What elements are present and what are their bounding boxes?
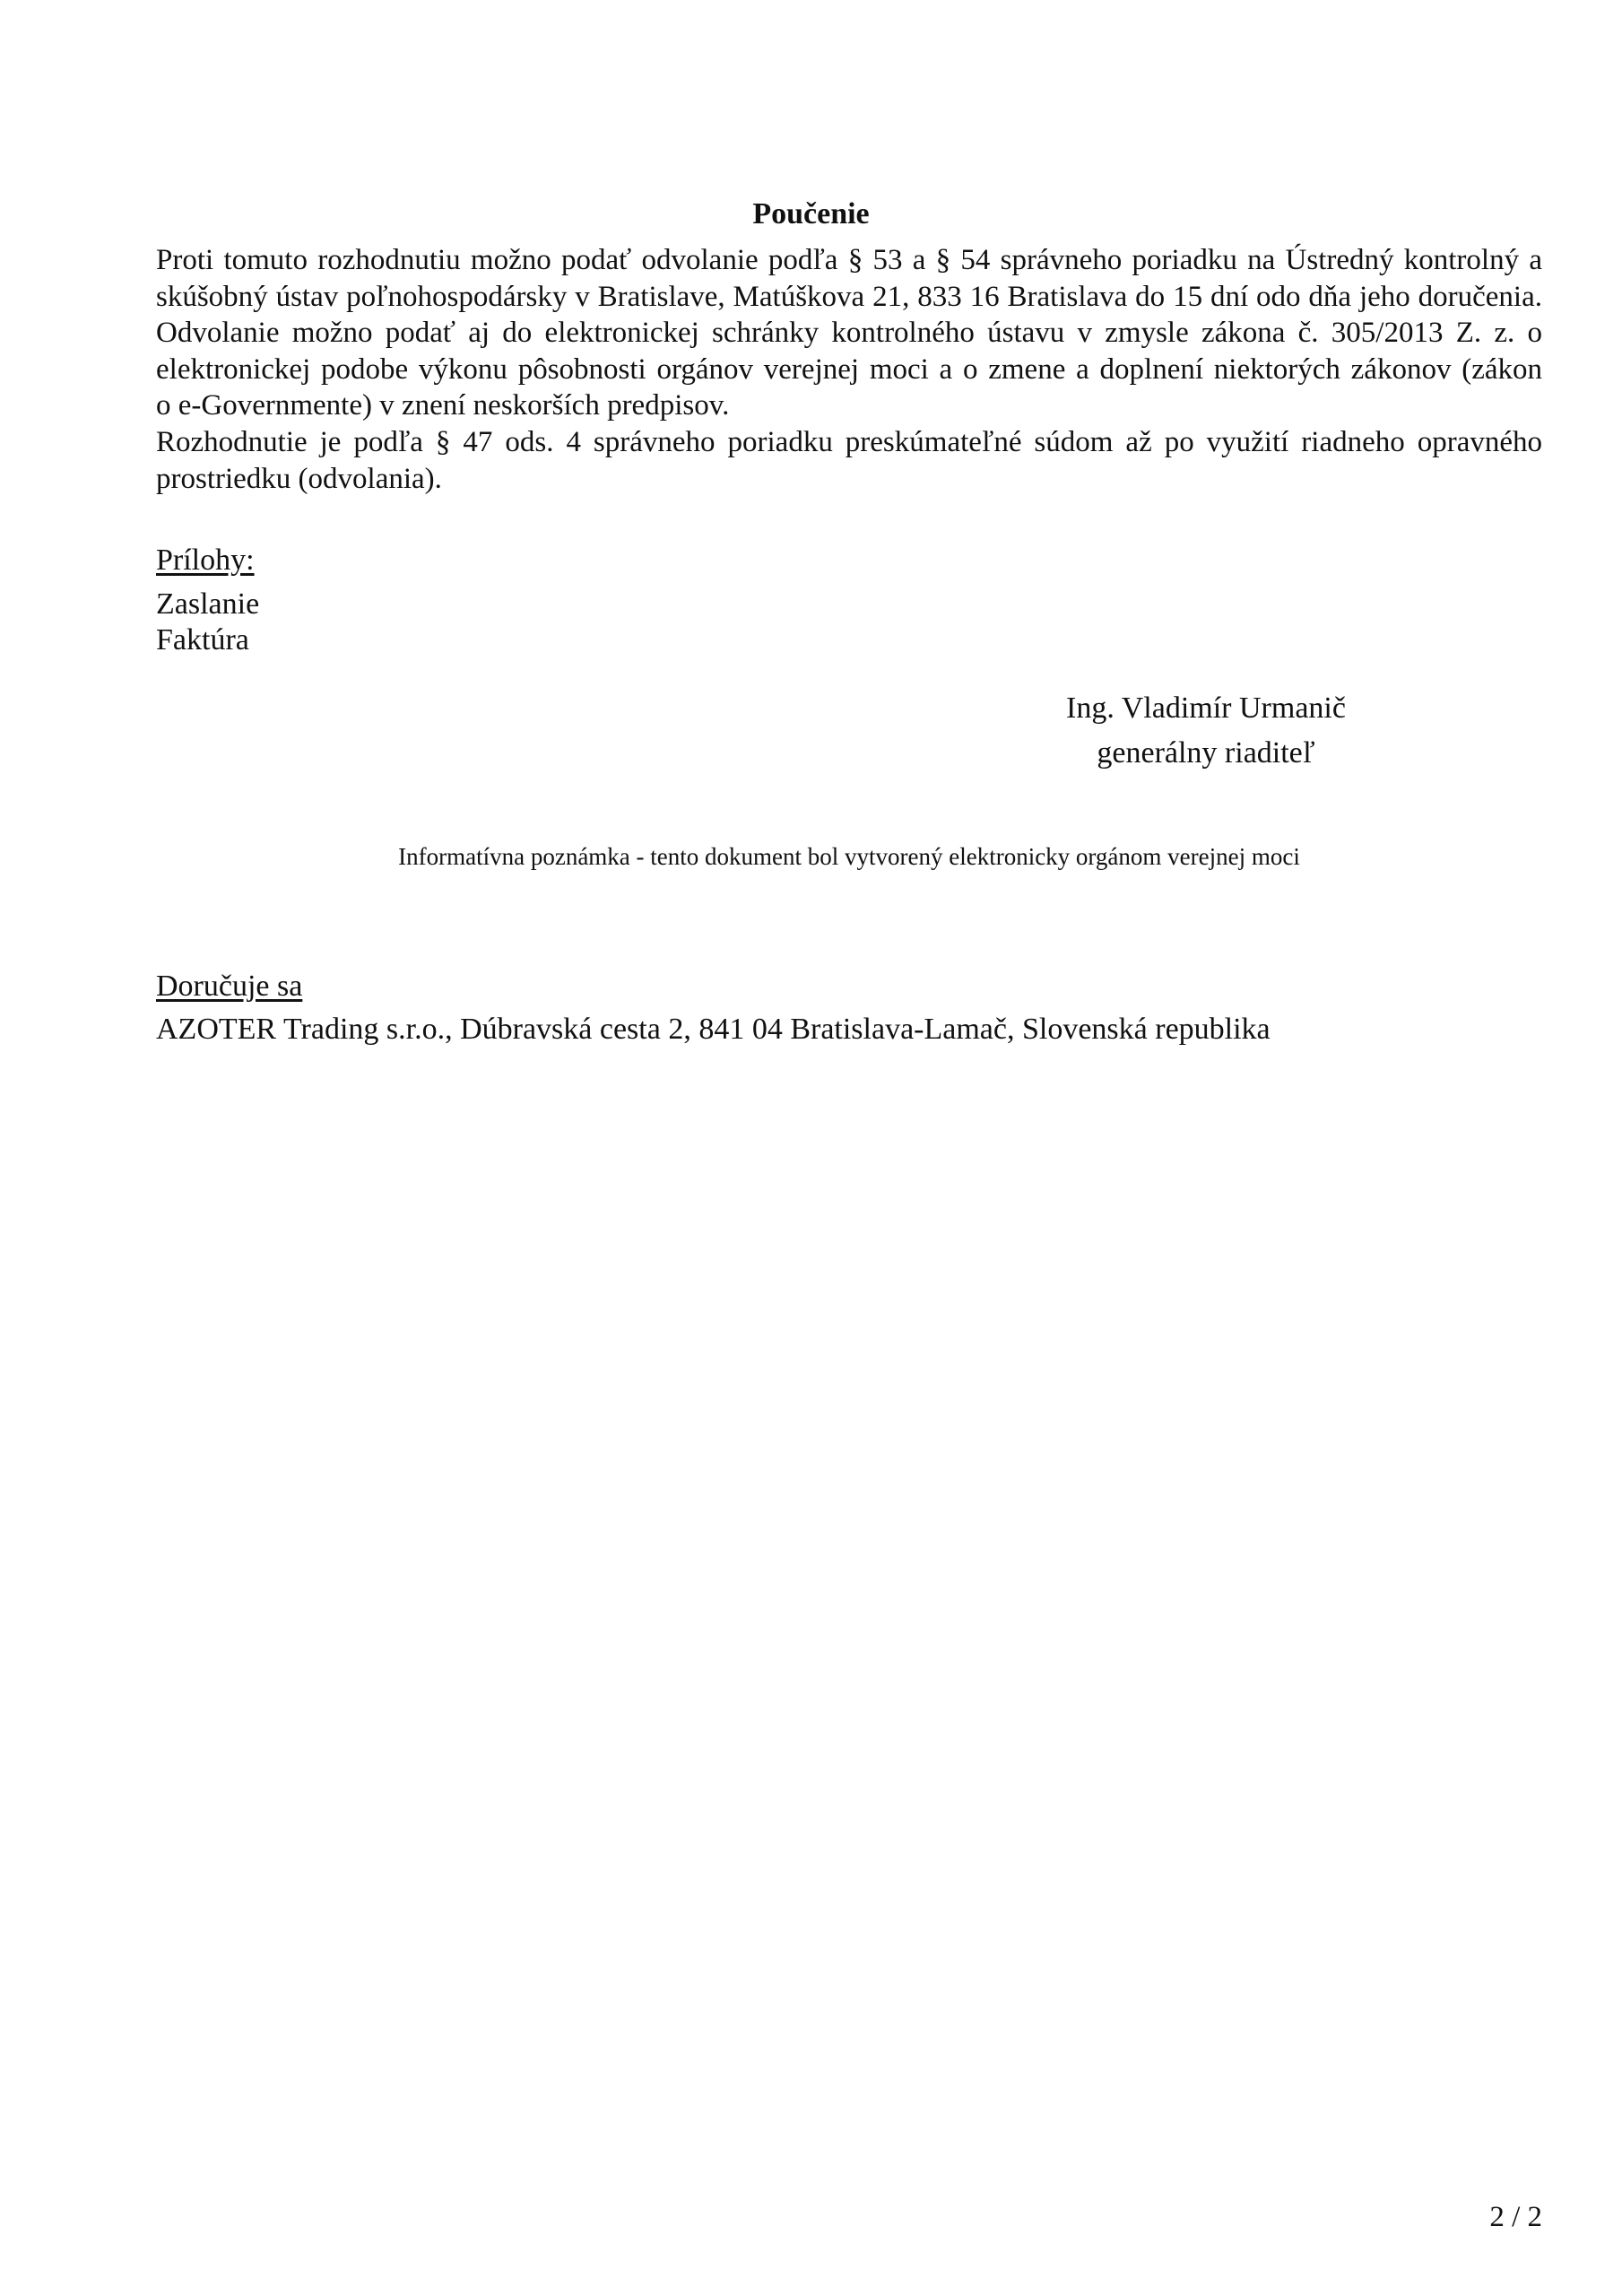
paragraph-line: skúšobný ústav poľnohospodársky v Bratislave, Matúškova 21, 833 16 Bratislava do 15 dní odo dňa jeho doručenia. [156,280,1542,313]
paragraph-line: Rozhodnutie je podľa § 47 ods. 4 správneho poriadku preskúmateľné súdom až po využití riadneho opravného [156,425,1542,458]
signatory-role: generálny riaditeľ [1097,736,1315,770]
page-number: 2 / 2 [1489,2201,1542,2233]
attachment-item: Zaslanie [156,587,260,621]
delivery-recipient: AZOTER Trading s.r.o., Dúbravská cesta 2, 841 04 Bratislava-Lamač, Slovenská republika [156,1013,1271,1046]
paragraph-line: prostriedku (odvolania). [156,462,442,495]
attachments-heading: Prílohy: [156,544,255,577]
signatory-name: Ing. Vladimír Urmanič [1066,691,1346,725]
attachment-item: Faktúra [156,623,249,657]
paragraph-line: o e-Governmente) v znení neskorších predpisov. [156,389,730,422]
instruction-paragraph [156,242,1542,497]
paragraph-line: Odvolanie možno podať aj do elektronickej schránky kontrolného ústavu v zmysle zákona č. 305/2013 Z. z. o [156,317,1542,350]
paragraph-line: elektronickej podobe výkonu pôsobnosti orgánov verejnej moci a o zmene a doplnení niektorých zákonov (zákon [156,352,1542,386]
informative-note: Informatívna poznámka - tento dokument bol vytvorený elektronicky orgánom verejnej moci [398,843,1300,870]
section-title: Poučenie [752,197,870,230]
delivery-heading: Doručuje sa [156,970,303,1003]
paragraph-line: Proti tomuto rozhodnutiu možno podať odvolanie podľa § 53 a § 54 správneho poriadku na Ústredný kontrolný a [156,244,1542,276]
